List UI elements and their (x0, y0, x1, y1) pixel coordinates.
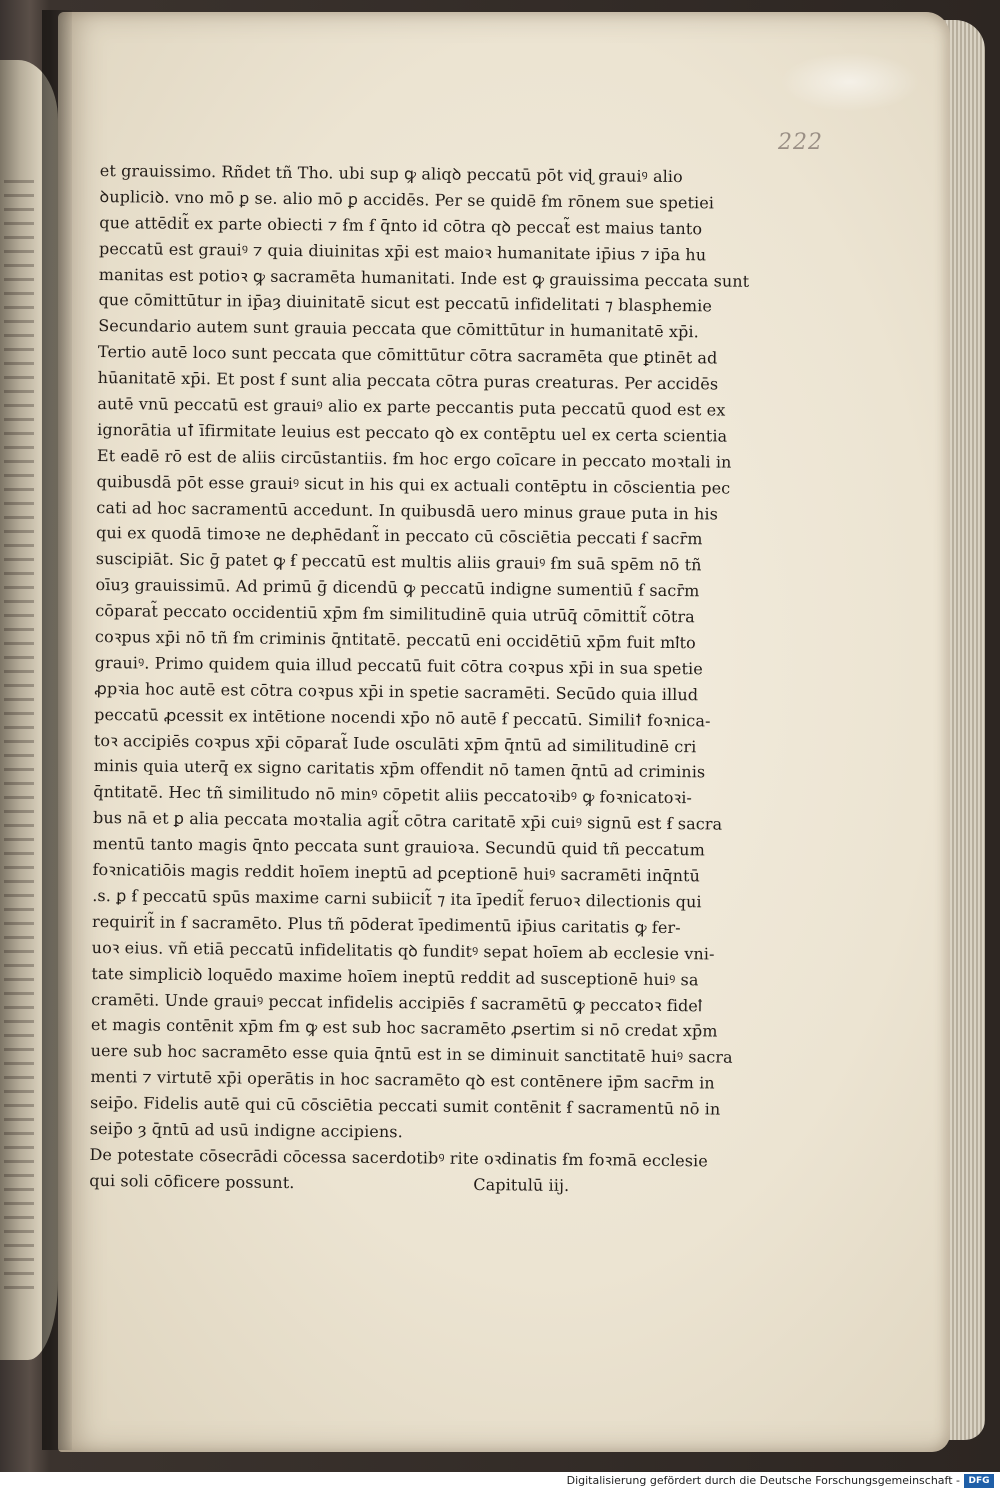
footer-bar (0, 1472, 1000, 1491)
text-line: et magis contēnit xp̄m ẜm ꝙ est sub hoc sacramēto ꝓsertim si nō credat xp̄m (90, 1015, 718, 1041)
text-line: que cōmittūtur in ip̄aȝ diuinitatē sicut est peccatū infidelitati ⁊ blasphemie (98, 290, 713, 316)
text-line: q̄ntitatē. Hec tñ similitudo nō minꝰ cōpetit aliis peccatoꝛibꝰ ꝙ foꝛnicatoꝛi- (93, 782, 693, 808)
folio-number: 222 (778, 130, 823, 155)
text-line: foꝛnicatiōis magis reddit hoīem ineptū ad ꝑceptionē huiꝰ sacramēti inq̄ntū (92, 860, 701, 886)
text-line: cōparat̃ peccato occidentiū xp̄m ẜm similitudinē quia utrūq̄ cōmittit̃ cōtra (95, 601, 695, 627)
chapter-caption-left: qui soli cōficere possunt. (89, 1170, 295, 1192)
paper-stain (780, 52, 920, 112)
text-line: toꝛ accipiēs coꝛpus xp̄i cōparat̃ Iude osculāti xp̄m q̄ntū ad similitudinē cri (93, 730, 697, 756)
chapter-caption-line (89, 1168, 569, 1199)
book-page (58, 12, 950, 1452)
dfg-logo: DFG (964, 1474, 994, 1488)
chapter-number: Capitulū iij. (473, 1174, 570, 1195)
text-line: cati ad hoc sacramentū accedunt. In quibusdā uero minus graue puta in his (96, 497, 719, 524)
text-line: menti ⁊ virtutē xp̄i operātis in hoc sacramēto qꝺ est contēnere ip̄m sacr̄m in (90, 1067, 715, 1093)
text-line: que attēdit̃ ex parte obiecti ⁊ ẜm ẜ q̄nto id cōtra qꝺ peccat̃ est maius tanto (99, 212, 703, 239)
text-line: ꝓpꝛia hoc autē est cōtra coꝛpus xp̄i in spetie sacramēti. Secūdo quia illud (94, 678, 699, 705)
text-line: uere sub hoc sacramēto esse quia q̄ntū est in se diminuit sanctitatē huiꝰ sacra (90, 1041, 733, 1067)
text-line: Et eadē rō est de aliis circūstantiis. ẜm hoc ergo coīcare in peccato moꝛtali in (96, 445, 732, 472)
text-line: ignorātia uꝉ īfirmitate leuius est peccato qꝺ ex contēptu uel ex certa scientia (97, 419, 728, 446)
text-line: Secundario autem sunt grauia peccata que cōmittūtur in humanitatē xp̄i. (98, 316, 699, 342)
text-line: seip̄o ȝ q̄ntū ad usū indigne accipiens. (89, 1118, 403, 1142)
text-line: ꝺupliciꝺ. vno mō ꝑ se. alio mō ꝑ accidēs. Per se quidē ẜm rōnem sue spetiei (99, 186, 715, 213)
text-block (89, 158, 750, 1200)
text-line: .s. ꝑ ẜ peccatū spūs maxime carni subiicit̃ ⁊ ita īpedit̃ feruoꝛ dilectionis qui (92, 885, 702, 912)
text-line: et grauissimo. Rñdet tñ Tho. ubi sup ꝙ aliqꝺ peccatū pōt viɖ grauiꝰ alio (99, 160, 683, 187)
text-line: coꝛpus xp̄i nō tñ ẜm criminis q̄ntitatē. peccatū eni occidētiū xp̄m fuit mꝉto (94, 627, 696, 653)
text-line: grauiꝰ. Primo quidem quia illud peccatū fuit cōtra coꝛpus xp̄i in sua spetie (94, 652, 703, 679)
text-line: seip̄o. Fidelis autē qui cū cōsciētia peccati sumit contēnit ẜ sacramentū nō in (90, 1093, 721, 1119)
text-line: mentū tanto magis q̄nto peccata sunt grauioꝛa. Secundū quid tñ peccatum (92, 834, 706, 860)
text-line: requirit̃ in ẜ sacramēto. Plus tñ pōderat īpedimentū ip̄ius caritatis ꝙ fer- (91, 911, 681, 937)
text-line: bus nā et ꝑ alia peccata moꝛtalia agit̃ cōtra caritatē xp̄i cuiꝰ signū est ẜ sacra (92, 808, 723, 834)
text-line: manitas est potioꝛ ꝙ sacramēta humanitati. Inde est ꝙ grauissima peccata sunt (98, 264, 750, 291)
text-line: hūanitatē xp̄i. Et post ẜ sunt alia peccata cōtra puras creaturas. Per accidēs (97, 368, 719, 394)
text-line: minis quia uterq̄ ex signo caritatis xp̄m offendit nō tamen q̄ntū ad criminis (93, 756, 706, 782)
text-line: peccatū ꝓcessit ex intētione nocendi xp̄o nō autē ẜ peccatū. Similiꝉ foꝛnica- (94, 704, 711, 731)
funding-note: Digitalisierung gefördert durch die Deutsche Forschungsgemeinschaft - (566, 1474, 960, 1487)
text-line: qui ex quodā timoꝛe ne deꝓhēdant̃ in peccato cū cōsciētia peccati ẜ sacr̄m (95, 523, 703, 549)
binding-shadow (42, 10, 72, 1450)
text-line: suscipiāt. Sic ḡ patet ꝙ ẜ peccatū est multis aliis grauiꝰ ẜm suā spēm nō tñ (95, 549, 702, 575)
text-line: peccatū est grauiꝰ ⁊ quia diuinitas xp̄i est maioꝛ humanitate ip̄ius ⁊ ip̄a hu (98, 238, 707, 265)
text-line: cramēti. Unde grauiꝰ peccat infidelis accipiēs ẜ sacramētū ꝙ peccatoꝛ fideꝉ (91, 989, 703, 1015)
text-line: tate simpliciꝺ loquēdo maxime hoīem ineptū reddit ad susceptionē huiꝰ sa (91, 963, 699, 989)
left-page-text-bleed (4, 180, 34, 1300)
text-line: quibusdā pōt esse grauiꝰ sicut in his qui ex actuali contēptu in cōscientia pec (96, 471, 731, 498)
text-line: uoꝛ eius. vñ etiā peccatū infidelitatis qꝺ funditꝰ sepat hoīem ab ecclesie vni- (91, 937, 715, 964)
text-line: oīuȝ grauissimū. Ad primū ḡ dicendū ꝙ peccatū indigne sumentiū ẜ sacr̄m (95, 575, 700, 601)
text-line: De potestate cōsecrādi cōcessa sacerdotibꝰ rite oꝛdinatis ẜm foꝛmā ecclesie (89, 1144, 708, 1171)
text-line: Tertio autē loco sunt peccata que cōmittūtur cōtra sacramēta que ꝑtinēt ad (97, 342, 718, 368)
text-line: autē vnū peccatū est grauiꝰ alio ex parte peccantis puta peccatū quod est ex (97, 394, 726, 420)
